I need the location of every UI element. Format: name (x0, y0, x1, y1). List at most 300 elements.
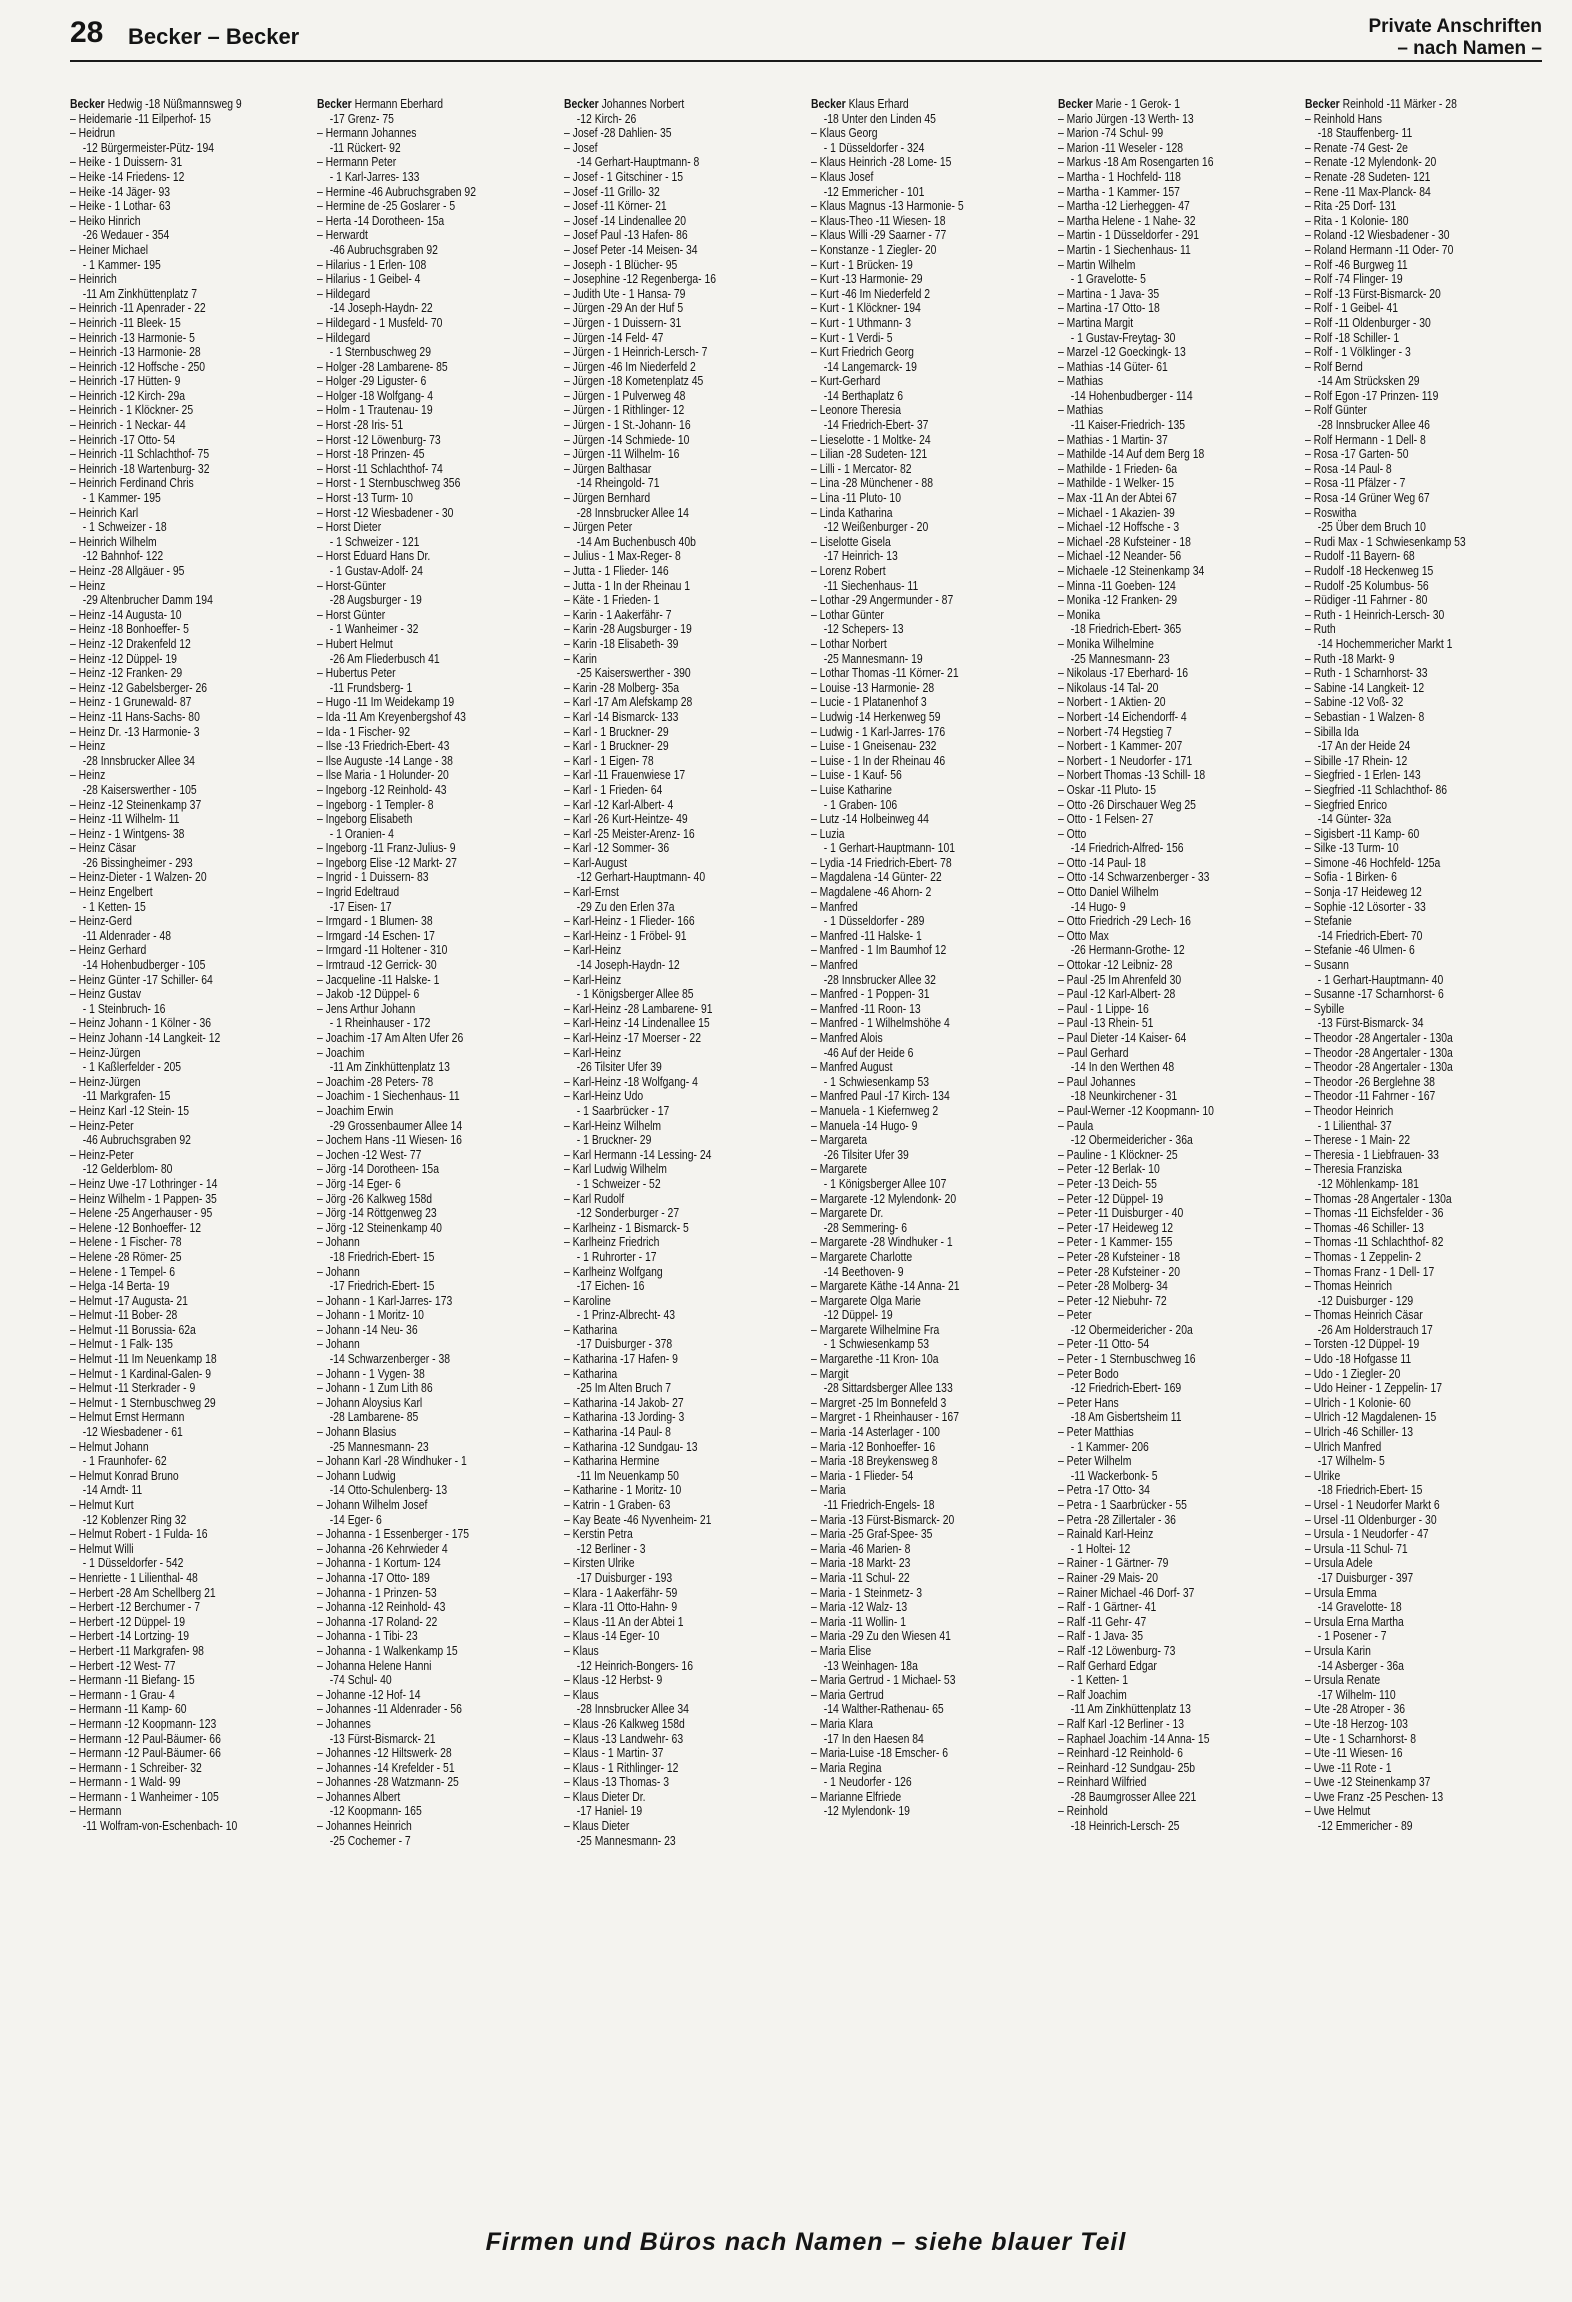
listing-text: – Margarete -28 Windhuker - 1 (811, 1234, 953, 1250)
listing-text: - 1 Ruhrorter - 17 (576, 1248, 657, 1264)
listing-line (564, 1294, 755, 1309)
listing-line (811, 1133, 1002, 1148)
listing-line (564, 301, 755, 316)
directory-column (1058, 97, 1297, 2197)
listing-line (317, 1352, 508, 1367)
listing-line (70, 141, 261, 156)
listing-line (70, 1060, 261, 1075)
listing-surname: Becker (317, 97, 352, 111)
listing-line (811, 1031, 1002, 1046)
listing-line (317, 1221, 508, 1236)
listing-text: – Roswitha (1305, 504, 1357, 520)
listing-line (1058, 622, 1249, 637)
listing-text: - 1 Kammer- 206 (1070, 1438, 1149, 1454)
listing-text: – Renate -74 Gest- 2e (1305, 139, 1408, 155)
listing-text: – Thomas -11 Schlachthof- 82 (1305, 1234, 1444, 1250)
listing-line (811, 199, 1002, 214)
listing-text: – Johanna - 1 Kortum- 124 (317, 1555, 441, 1571)
listing-text: – Karl-Ernst (564, 884, 619, 900)
listing-line (811, 1162, 1002, 1177)
listing-text: – Karlheinz Friedrich (564, 1234, 660, 1250)
listing-text: – Kirsten Ulrike (564, 1555, 635, 1571)
listing-text: – Norbert Thomas -13 Schill- 18 (1058, 767, 1206, 783)
listing-text: -46 Auf der Heide 6 (823, 1044, 914, 1060)
listing-line (317, 885, 508, 900)
listing-text: – Heinrich -11 Bleek- 15 (70, 314, 181, 330)
listing-line (564, 1352, 755, 1367)
listing-text: – Helene -28 Römer- 25 (70, 1248, 182, 1264)
listing-line (317, 1031, 508, 1046)
listing-line (1305, 1775, 1496, 1790)
listing-line (317, 1016, 508, 1031)
listing-text: – Luise - 1 Gneisenau- 232 (811, 738, 937, 754)
listing-text: – Holm - 1 Trautenau- 19 (317, 402, 433, 418)
listing-line (70, 1352, 261, 1367)
listing-text: -17 An der Heide 24 (1317, 738, 1411, 754)
listing-line (317, 126, 508, 141)
listing-line (70, 1600, 261, 1615)
listing-text: – Heinz -14 Augusta- 10 (70, 606, 182, 622)
listing-text: – Ralf -11 Gehr- 47 (1058, 1613, 1147, 1629)
directory-columns (70, 97, 1544, 2197)
listing-text: – Mathilde -14 Auf dem Berg 18 (1058, 446, 1205, 462)
listing-text: – Ute -18 Herzog- 103 (1305, 1715, 1408, 1731)
listing-text: – Stefanie -46 Ulmen- 6 (1305, 942, 1415, 958)
listing-line (317, 97, 508, 112)
listing-line (564, 287, 755, 302)
directory-column (811, 97, 1050, 2197)
listing-line (564, 1250, 755, 1265)
listing-text: – Karl -25 Meister-Arenz- 16 (564, 825, 695, 841)
listing-text: – Klaus -11 An der Abtei 1 (564, 1613, 684, 1629)
listing-text: – Ottokar -12 Leibniz- 28 (1058, 957, 1173, 973)
listing-text: – Johannes Albert (317, 1788, 401, 1804)
listing-text: – Margret -25 Im Bonnefeld 3 (811, 1394, 947, 1410)
listing-line (1305, 768, 1496, 783)
listing-line (1305, 1527, 1496, 1542)
listing-text: – Ingeborg -12 Reinhold- 43 (317, 781, 447, 797)
listing-line (1305, 1031, 1496, 1046)
listing-text: – Roland -12 Wiesbadener - 30 (1305, 227, 1450, 243)
listing-line (70, 1775, 261, 1790)
listing-text: -46 Aubruchsgraben 92 (329, 241, 438, 257)
listing-line (1305, 1133, 1496, 1148)
listing-line (1058, 1381, 1249, 1396)
listing-line (1058, 170, 1249, 185)
listing-line (564, 622, 755, 637)
listing-text: – Ruth - 1 Heinrich-Lersch- 30 (1305, 606, 1445, 622)
listing-text: – Johanna - 1 Essenberger - 175 (317, 1526, 470, 1542)
listing-text: – Karl Ludwig Wilhelm (564, 1161, 667, 1177)
listing-line (70, 506, 261, 521)
listing-line (1305, 695, 1496, 710)
listing-line (317, 1279, 508, 1294)
listing-line (811, 710, 1002, 725)
listing-text: – Johann -14 Neu- 36 (317, 1321, 418, 1337)
listing-text: - 1 Oranien- 4 (329, 825, 394, 841)
listing-text: – Jürgen -29 An der Huf 5 (564, 300, 684, 316)
listing-line (317, 870, 508, 885)
listing-text: – Hermann - 1 Wanheimer - 105 (70, 1788, 219, 1804)
listing-line (70, 1571, 261, 1586)
listing-line (1058, 1498, 1249, 1513)
listing-line (1305, 287, 1496, 302)
listing-line (1058, 258, 1249, 273)
listing-line (564, 1279, 755, 1294)
listing-text: – Petra -28 Zillertaler - 36 (1058, 1511, 1176, 1527)
listing-text: – Petra -17 Otto- 34 (1058, 1482, 1150, 1498)
listing-line (1305, 316, 1496, 331)
listing-line (317, 1060, 508, 1075)
listing-line (1058, 1542, 1249, 1557)
listing-text: – Nikolaus -14 Tal- 20 (1058, 679, 1159, 695)
listing-text: – Johanna -26 Kehrwieder 4 (317, 1540, 448, 1556)
listing-text: – Karoline (564, 1292, 611, 1308)
listing-line (317, 710, 508, 725)
listing-line (564, 1732, 755, 1747)
directory-column (1305, 97, 1544, 2197)
listing-line (1058, 287, 1249, 302)
listing-line (1058, 1571, 1249, 1586)
listing-text: – Otto -26 Dirschauer Weg 25 (1058, 796, 1196, 812)
listing-line (1305, 1732, 1496, 1747)
listing-text: – Horst Dieter (317, 519, 382, 535)
listing-line (811, 1002, 1002, 1017)
listing-line (1058, 695, 1249, 710)
listing-text: – Norbert -74 Hegstieg 7 (1058, 723, 1172, 739)
listing-line (564, 1308, 755, 1323)
listing-text: – Liselotte Gisela (811, 533, 891, 549)
listing-line (564, 1089, 755, 1104)
listing-text: – Rolf Bernd (1305, 358, 1363, 374)
listing-text: – Rolf -46 Burgweg 11 (1305, 256, 1408, 272)
listing-text: – Mathias (1058, 373, 1104, 389)
listing-line (564, 1775, 755, 1790)
listing-text: – Karl-Heinz -14 Lindenallee 15 (564, 1015, 710, 1031)
listing-text: – Jörg -14 Eger- 6 (317, 1175, 401, 1191)
listing-text: – Karin (564, 650, 597, 666)
listing-text: – Karin -28 Molberg- 35a (564, 679, 680, 695)
listing-text: – Herta -14 Dorotheen- 15a (317, 212, 445, 228)
listing-line (811, 1498, 1002, 1513)
listing-text: – Heike - 1 Duissern- 31 (70, 154, 183, 170)
listing-line (317, 1337, 508, 1352)
listing-line (1058, 1323, 1249, 1338)
listing-text: -26 Tilsiter Ufer 39 (576, 1059, 662, 1075)
listing-line (70, 1104, 261, 1119)
listing-text: – Johann Blasius (317, 1424, 397, 1440)
listing-text: – Peter Bodo (1058, 1365, 1119, 1381)
listing-line (317, 1527, 508, 1542)
listing-line (1058, 958, 1249, 973)
listing-text: – Marzel -12 Goeckingk- 13 (1058, 344, 1186, 360)
listing-text: – Heike -14 Jäger- 93 (70, 183, 171, 199)
listing-line (564, 1367, 755, 1382)
listing-line (70, 447, 261, 462)
listing-text: -17 Duisburger - 193 (576, 1569, 673, 1585)
listing-text: -14 Arndt- 11 (82, 1482, 143, 1498)
listing-line (811, 1790, 1002, 1805)
listing-text: – Heinz-Gerd (70, 913, 132, 929)
listing-line (1058, 987, 1249, 1002)
listing-line (317, 725, 508, 740)
listing-text: – Horst -11 Schlachthof- 74 (317, 460, 443, 476)
listing-line (317, 1804, 508, 1819)
listing-text: – Heinz -12 Steinenkamp 37 (70, 796, 202, 812)
listing-line (317, 1629, 508, 1644)
listing-line (1305, 637, 1496, 652)
listing-text: – Helmut -11 Bober- 28 (70, 1307, 178, 1323)
listing-line (1058, 900, 1249, 915)
listing-line (811, 564, 1002, 579)
listing-text: – Karl-Heinz - 1 Fröbel- 91 (564, 927, 687, 943)
listing-text: – Klaus -14 Eger- 10 (564, 1628, 660, 1644)
listing-text: – Paul -25 Im Ahrenfeld 30 (1058, 971, 1182, 987)
listing-line (1305, 272, 1496, 287)
listing-text: – Leonore Theresia (811, 402, 902, 418)
listing-text: – Silke -13 Turm- 10 (1305, 840, 1399, 856)
listing-line (1305, 258, 1496, 273)
listing-line (811, 1308, 1002, 1323)
listing-text: - 1 Ketten- 1 (1070, 1672, 1129, 1688)
listing-line (70, 695, 261, 710)
listing-line (317, 272, 508, 287)
listing-line (1305, 579, 1496, 594)
listing-line (564, 1206, 755, 1221)
listing-line (317, 812, 508, 827)
listing-line (811, 228, 1002, 243)
listing-text: – Heinz Dr. -13 Harmonie- 3 (70, 723, 200, 739)
listing-text: -18 Am Gisbertsheim 11 (1070, 1409, 1182, 1425)
listing-text: – Reinhard -12 Reinhold- 6 (1058, 1745, 1183, 1761)
listing-line (317, 1410, 508, 1425)
listing-line (317, 1046, 508, 1061)
listing-text: – Simone -46 Hochfeld- 125a (1305, 854, 1441, 870)
listing-text: -18 Stauffenberg- 11 (1317, 125, 1413, 141)
listing-line (1305, 1454, 1496, 1469)
listing-line (317, 827, 508, 842)
listing-line (564, 433, 755, 448)
listing-text: – Karl-Heinz (564, 1044, 622, 1060)
listing-line (317, 1644, 508, 1659)
listing-line (811, 1279, 1002, 1294)
listing-text: -13 Weinhagen- 18a (823, 1657, 918, 1673)
listing-text: – Ludwig -14 Herkenweg 59 (811, 708, 941, 724)
listing-text: – Klaus Dieter Dr. (564, 1788, 646, 1804)
listing-text: – Heinz Uwe -17 Lothringer - 14 (70, 1175, 218, 1191)
listing-line (564, 652, 755, 667)
listing-text: -74 Schul- 40 (329, 1672, 392, 1688)
listing-line (70, 126, 261, 141)
listing-line (317, 1688, 508, 1703)
listing-line (317, 1148, 508, 1163)
listing-line (317, 1192, 508, 1207)
listing-text: – Heinz -12 Franken- 29 (70, 665, 183, 681)
listing-text: – Heinz - 1 Wintgens- 38 (70, 825, 185, 841)
listing-text: – Helga -14 Berta- 19 (70, 1278, 170, 1294)
listing-line (70, 754, 261, 769)
listing-text: – Katharina -12 Sundgau- 13 (564, 1438, 698, 1454)
listing-line (564, 1483, 755, 1498)
listing-text: – Jürgen Balthasar (564, 460, 652, 476)
listing-line (317, 535, 508, 550)
listing-text: - 1 Fraunhofer- 62 (82, 1453, 167, 1469)
listing-line (811, 958, 1002, 973)
listing-text: - 1 Posener - 7 (1317, 1628, 1387, 1644)
listing-text: – Ida -11 Am Kreyenbergshof 43 (317, 708, 466, 724)
listing-text: – Heinz-Peter (70, 1117, 134, 1133)
listing-line (1058, 1702, 1249, 1717)
listing-text: – Ulrich - 1 Kolonie- 60 (1305, 1394, 1411, 1410)
listing-text: -28 Semmering- 6 (823, 1219, 908, 1235)
listing-text: – Ralf Joachim (1058, 1686, 1127, 1702)
listing-text: – Margit (811, 1365, 849, 1381)
listing-line (1058, 1119, 1249, 1134)
listing-line (1305, 943, 1496, 958)
listing-text: – Helmut Ernst Hermann (70, 1409, 185, 1425)
listing-line (1305, 1542, 1496, 1557)
listing-text: – Joachim - 1 Siechenhaus- 11 (317, 1088, 460, 1104)
listing-line (564, 900, 755, 915)
listing-text: – Heike -14 Friedens- 12 (70, 168, 185, 184)
listing-text: -14 In den Werthen 48 (1070, 1059, 1175, 1075)
listing-text: – Mathilde - 1 Frieden- 6a (1058, 460, 1178, 476)
listing-text: – Klaus Josef (811, 168, 874, 184)
listing-line (70, 1717, 261, 1732)
listing-line (1058, 155, 1249, 170)
listing-text: -12 Koblenzer Ring 32 (82, 1511, 187, 1527)
listing-text: – Otto -14 Schwarzenberger - 33 (1058, 869, 1210, 885)
listing-line (70, 973, 261, 988)
listing-line (1305, 243, 1496, 258)
listing-text: – Maria -12 Bonhoeffer- 16 (811, 1438, 936, 1454)
listing-line (811, 1746, 1002, 1761)
listing-text: – Karin -28 Augsburger - 19 (564, 621, 692, 637)
listing-text: – Julius - 1 Max-Reger- 8 (564, 548, 681, 564)
listing-text: – Karl-Heinz -28 Lambarene- 91 (564, 1000, 713, 1016)
listing-line (317, 1294, 508, 1309)
listing-line (317, 929, 508, 944)
listing-line (1058, 1746, 1249, 1761)
listing-line (1305, 710, 1496, 725)
listing-line (564, 1600, 755, 1615)
listing-line (70, 1367, 261, 1382)
listing-text: – Magdalene -46 Ahorn- 2 (811, 884, 932, 900)
listing-text: – Linda Katharina (811, 504, 893, 520)
listing-line (564, 798, 755, 813)
listing-text: – Maria -18 Breykensweg 8 (811, 1453, 938, 1469)
listing-text: – Helmut Willi (70, 1540, 134, 1556)
listing-text: – Jörg -14 Dorotheen- 15a (317, 1161, 439, 1177)
listing-line (1058, 1177, 1249, 1192)
listing-text: – Horst -18 Prinzen- 45 (317, 446, 425, 462)
listing-text: – Ralf -12 Löwenburg- 73 (1058, 1642, 1176, 1658)
listing-line (564, 1177, 755, 1192)
listing-text: – Petra - 1 Saarbrücker - 55 (1058, 1497, 1187, 1512)
listing-line (1058, 1133, 1249, 1148)
listing-line (1058, 1425, 1249, 1440)
listing-line (1305, 987, 1496, 1002)
listing-text: – Heinrich -11 Schlachthof- 75 (70, 446, 210, 462)
listing-text: -14 Joseph-Haydn- 22 (329, 300, 433, 316)
section-subtitle: – nach Namen – (1397, 38, 1542, 59)
listing-text: – Johann - 1 Moritz- 10 (317, 1307, 424, 1323)
listing-text: – Hermann -11 Biefang- 15 (70, 1672, 195, 1688)
listing-line (1058, 141, 1249, 156)
listing-text: -26 Tilsiter Ufer 39 (823, 1146, 909, 1162)
listing-line (1305, 1396, 1496, 1411)
listing-text: -26 Am Fliederbusch 41 (329, 650, 440, 666)
listing-line (1305, 1206, 1496, 1221)
listing-text: – Margarete -12 Mylendonk- 20 (811, 1190, 957, 1206)
listing-line (70, 1586, 261, 1601)
listing-line (1305, 1337, 1496, 1352)
listing-text: – Sabine -12 Voß- 32 (1305, 694, 1404, 710)
listing-line (811, 1148, 1002, 1163)
listing-text: – Helmut -11 Im Neuenkamp 18 (70, 1351, 217, 1367)
listing-text: – Johannes -28 Watzmann- 25 (317, 1774, 459, 1790)
listing-text: -14 Friedrich-Ebert- 37 (823, 417, 929, 433)
listing-text: – Heinz -11 Hans-Sachs- 80 (70, 708, 200, 724)
listing-line (1305, 389, 1496, 404)
listing-text: -25 Mannesmann- 19 (823, 650, 923, 666)
listing-text: -12 Friedrich-Ebert- 169 (1070, 1380, 1182, 1396)
listing-text: -11 Rückert- 92 (329, 139, 401, 155)
listing-text: – Johannes -14 Krefelder - 51 (317, 1759, 455, 1775)
listing-text: – Rolf Hermann - 1 Dell- 8 (1305, 431, 1426, 447)
listing-line (811, 725, 1002, 740)
listing-text: -17 Grenz- 75 (329, 110, 394, 126)
listing-line (564, 579, 755, 594)
listing-text: – Sigisbert -11 Kamp- 60 (1305, 825, 1420, 841)
listing-text: – Heinrich Wilhelm (70, 533, 157, 549)
listing-text: – Rudi Max - 1 Schwiesenkamp 53 (1305, 533, 1466, 549)
listing-line (70, 549, 261, 564)
listing-line (1058, 1046, 1249, 1061)
listing-text: – Margarethe -11 Kron- 10a (811, 1351, 939, 1367)
listing-text: – Heinz Johann -14 Langkeit- 12 (70, 1030, 221, 1045)
listing-text: – Helmut -17 Augusta- 21 (70, 1292, 188, 1308)
listing-text: – Therese - 1 Main- 22 (1305, 1132, 1411, 1148)
listing-line (1058, 754, 1249, 769)
listing-line (811, 856, 1002, 871)
listing-text: – Heinz Cäsar (70, 840, 136, 856)
listing-line (564, 973, 755, 988)
listing-text: – Siegfried - 1 Erlen- 143 (1305, 767, 1421, 783)
listing-line (564, 476, 755, 491)
listing-line (317, 1571, 508, 1586)
listing-text: – Josef (564, 139, 598, 155)
listing-line (1058, 272, 1249, 287)
listing-text: -17 In den Haesen 84 (823, 1730, 924, 1746)
listing-line (70, 914, 261, 929)
listing-line (1305, 973, 1496, 988)
listing-line (811, 1673, 1002, 1688)
listing-line (811, 1046, 1002, 1061)
listing-line (317, 301, 508, 316)
listing-line (1305, 199, 1496, 214)
listing-text: – Irmgard - 1 Blumen- 38 (317, 913, 433, 929)
listing-line (1058, 943, 1249, 958)
listing-line (1305, 1192, 1496, 1207)
listing-text: -12 Bahnhof- 122 (82, 548, 164, 564)
listing-line (1305, 958, 1496, 973)
listing-text: – Paul - 1 Lippe- 16 (1058, 1000, 1149, 1016)
listing-line (564, 112, 755, 127)
listing-line (564, 228, 755, 243)
listing-text: - 1 Karl-Jarres- 133 (329, 168, 420, 184)
listing-text: – Renate -28 Sudeten- 121 (1305, 168, 1431, 184)
